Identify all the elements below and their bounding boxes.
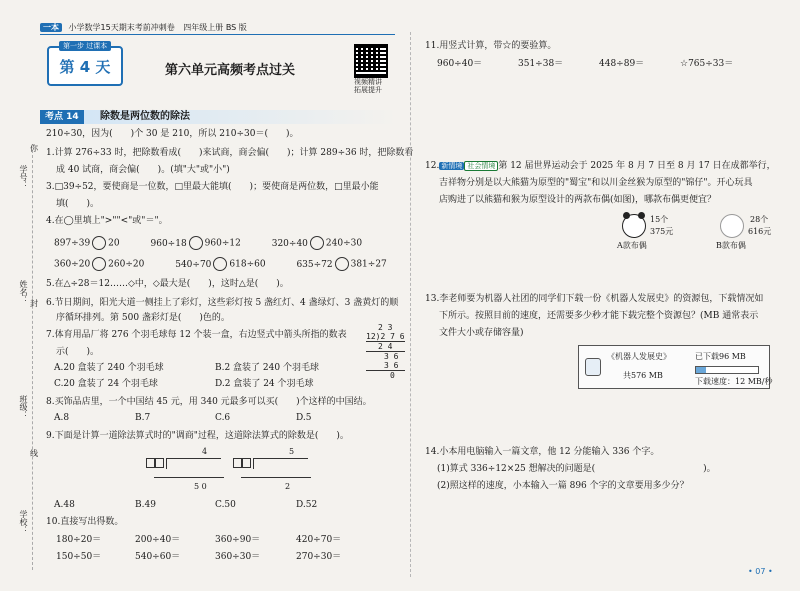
question-3-line-a: 3.□39÷52，要使商是一位数，□里最大能填( )；要使商是两位数，□里最小能: [46, 182, 379, 192]
option-q9-c[interactable]: C.50: [215, 500, 236, 510]
vertical-calc-item: 448÷89＝: [599, 59, 645, 69]
option-q8-c[interactable]: C.6: [215, 413, 231, 423]
toy-b-name: B款布偶: [716, 241, 746, 250]
compare-circle[interactable]: [310, 236, 324, 250]
binding-mark-2: 封: [30, 299, 38, 308]
toy-a-price: 375元: [650, 227, 674, 236]
division-step: 2 4: [366, 342, 405, 352]
option-q9-b[interactable]: B.49: [135, 500, 156, 510]
option-q9-a[interactable]: A.48: [54, 500, 75, 510]
name-label: 姓名：: [19, 280, 28, 304]
option-q7-c[interactable]: C.20 盒装了 24 个羽毛球: [54, 379, 158, 389]
vertical-calc-item: ☆765÷33＝: [680, 59, 734, 69]
question-3-line-b: 填( )。: [56, 199, 100, 209]
question-5: 5.在△÷28＝12……◇中，◇最大是( )，这时△是( )。: [46, 279, 289, 289]
compare-circle[interactable]: [189, 236, 203, 250]
page-gutter: [410, 32, 411, 577]
series-header: [40, 22, 247, 33]
question-6-line-a: 6.节日期间，阳光大道一侧挂上了彩灯，这些彩灯按 5 盏红灯、4 盏绿灯、3 盏黄灯的顺: [46, 298, 399, 308]
question-4: 4.在◯里填上">""<"或"＝"。: [46, 216, 168, 226]
day-label: 第 4 天: [59, 58, 111, 76]
compare-expr: 260÷20: [108, 259, 145, 270]
page-number: • 07 •: [748, 567, 773, 576]
download-progress-text: 已下载96 MB: [695, 352, 746, 361]
question-9: 9.下面是计算一道除法算式时的"调商"过程，这道除法算式的除数是( )。: [46, 431, 349, 441]
blank-box: [242, 458, 251, 468]
monkey-toy-icon: [720, 214, 744, 238]
qr-code-pattern: [358, 48, 380, 70]
blank-box: [146, 458, 155, 468]
question-13-line-a: 13.李老师要为机器人社团的同学们下载一份《机器人发展史》的资源包，下载情况如: [425, 294, 764, 304]
question-12-text: 第 12 届世界运动会于 2025 年 8 月 7 日至 8 月 17 日在成都举行，: [498, 161, 776, 171]
compare-circle[interactable]: [92, 236, 106, 250]
compare-expr: 360÷20: [54, 259, 91, 270]
compare-circle[interactable]: [92, 257, 106, 271]
knowledge-point-title: 除数是两位数的除法: [100, 111, 190, 122]
question-14-part-1: (1)算式 336÷12×25 想解决的问题是( )。: [437, 464, 716, 474]
question-7-line-b: 示( )。: [56, 347, 100, 357]
download-progress-fill: [696, 367, 706, 373]
calc-item: 420÷70＝: [296, 535, 342, 545]
question-10: 10.直接写出得数。: [46, 517, 124, 527]
compare-expr: 897÷39: [54, 238, 91, 249]
robot-icon: [585, 358, 601, 376]
compare-circle[interactable]: [335, 257, 349, 271]
toy-b-qty: 28个: [750, 215, 769, 224]
division-quotient: 2 3: [378, 323, 393, 332]
option-q7-b[interactable]: B.2 盒装了 240 个羽毛球: [215, 363, 319, 373]
calc-item: 360÷30＝: [215, 552, 261, 562]
option-q8-d[interactable]: D.5: [296, 413, 312, 423]
qr-caption-2: 拓展提升: [354, 86, 382, 94]
blank-box: [233, 458, 242, 468]
adjusted-quotient: 5: [289, 447, 295, 456]
trial-quotient: 4: [202, 447, 208, 456]
grade-label: 四年级上册 BS 版: [183, 23, 247, 32]
download-speed: 下载速度：12 MB/秒: [695, 377, 773, 386]
question-8: 8.买饰品店里，一个中国结 45 元，用 340 元最多可以买( )个这样的中国结。: [46, 397, 372, 407]
knowledge-point-tag: 考点 14: [40, 110, 84, 124]
compare-expr: 960÷12: [204, 238, 241, 249]
adjusted-remainder: 2: [285, 481, 291, 491]
calc-item: 540÷60＝: [135, 552, 181, 562]
question-1-line-a: 1.计算 276÷33 时，把除数看成( )来试商，商会偏( )；计算 289÷36 时，把除数看: [46, 148, 414, 158]
trial-remainder: 5 0: [194, 481, 207, 491]
binding-mark-3: 线: [30, 449, 38, 458]
calc-item: 180÷20＝: [56, 535, 102, 545]
question-12-line-a: 12. 新情境 社会情境 第 12 届世界运动会于 2025 年 8 月 7 日至 8 月 17 日在成都举行，: [425, 161, 776, 171]
question-6-line-b: 序循环排列。第 500 盏彩灯是( )色的。: [56, 313, 230, 323]
question-1-line-b: 成 40 试商，商会偏( )。(填"大"或"小"): [56, 165, 230, 175]
vertical-calc-item: 960÷40＝: [437, 59, 483, 69]
compare-expr: 960÷18: [150, 238, 187, 249]
calc-item: 200÷40＝: [135, 535, 181, 545]
compare-expr: 635÷72: [296, 259, 333, 270]
long-division-q7: [366, 323, 405, 380]
page-number-value: 07: [755, 567, 766, 576]
option-q8-a[interactable]: A.8: [54, 413, 70, 423]
option-q9-d[interactable]: D.52: [296, 500, 318, 510]
calc-item: 150÷50＝: [56, 552, 102, 562]
toy-b-price: 616元: [748, 227, 772, 236]
vertical-calc-item: 351÷38＝: [518, 59, 564, 69]
question-12-line-c: 店购进了以熊猫和猴为原型设计的两款布偶(如图)，哪款布偶更便宜？: [439, 195, 717, 205]
knowledge-point-banner: [40, 110, 398, 124]
student-number-label: 学号：: [19, 165, 28, 189]
compare-row-2: [54, 257, 387, 271]
download-panel: [578, 345, 773, 389]
page-title: 第六单元高频考点过关: [165, 63, 296, 78]
question-13-line-c: 文件大小或存储容量): [439, 328, 524, 338]
division-step: 3 6: [384, 352, 399, 361]
toy-a-name: A款布偶: [617, 241, 647, 250]
series-title: 小学数学15天期末考前冲刺卷: [68, 23, 175, 32]
blank-box: [155, 458, 164, 468]
toy-a-qty: 15个: [650, 215, 669, 224]
binding-line: [32, 150, 33, 570]
division-remainder: 0: [390, 371, 395, 380]
question-2: 210÷30，因为( )个 30 是 210，所以 210÷30＝( )。: [46, 129, 299, 139]
download-progress-bar: [695, 366, 759, 374]
compare-expr: 381÷27: [350, 259, 387, 270]
option-q8-b[interactable]: B.7: [135, 413, 151, 423]
social-context-badge: 社会情境: [464, 161, 498, 171]
adjust-quotient-right: [233, 446, 311, 492]
option-q7-a[interactable]: A.20 盒装了 240 个羽毛球: [54, 363, 164, 373]
compare-circle[interactable]: [213, 257, 227, 271]
compare-expr: 240÷30: [325, 238, 363, 249]
question-11: 11.用竖式计算，带☆的要验算。: [425, 41, 557, 51]
question-13-line-b: 下所示。按照目前的速度，还需要多少秒才能下载完整个资源包？(MB 通常表示: [439, 311, 759, 321]
division-dividend: 12)2 7 6: [366, 332, 405, 341]
compare-expr: 618÷60: [229, 259, 266, 270]
compare-expr: 320÷40: [271, 238, 308, 249]
option-q7-d[interactable]: D.2 盒装了 24 个羽毛球: [215, 379, 314, 389]
day-box: [47, 42, 123, 86]
stage-label: 第一步 过课本: [59, 41, 111, 51]
question-14-part-2: (2)照这样的速度，小本输入一篇 896 个字的文章要用多少分？: [437, 481, 689, 491]
division-step: 3 6: [366, 361, 405, 371]
compare-expr: 20: [108, 238, 120, 249]
question-7-line-a: 7.体育用品厂将 276 个羽毛球每 12 个装一盒，右边竖式中箭头所指的数表: [46, 330, 347, 340]
download-total-size: 共576 MB: [623, 371, 663, 380]
question-12-line-b: 吉祥物分别是以大熊猫为原型的"蜀宝"和以川金丝猴为原型的"锦仔"。开心玩具: [439, 178, 753, 188]
binding-mark-1: 你: [30, 144, 38, 153]
class-label: 班级：: [19, 395, 28, 419]
header-rule: [40, 34, 395, 35]
school-label: 学校：: [19, 510, 28, 534]
calc-item: 360÷90＝: [215, 535, 261, 545]
compare-row-1: [54, 236, 362, 250]
panda-toy-icon: [622, 214, 646, 238]
qr-caption-1: 视频精讲: [354, 78, 382, 86]
question-14: 14.小本用电脑输入一篇文章，他 12 分能输入 336 个字。: [425, 447, 660, 457]
compare-expr: 540÷70: [175, 259, 212, 270]
calc-item: 270÷30＝: [296, 552, 342, 562]
adjust-quotient-left: [146, 446, 224, 492]
new-context-badge: 新情境: [441, 162, 463, 170]
brand-badge: 一本: [40, 23, 62, 32]
download-file-name: 《机器人发展史》: [607, 352, 671, 361]
